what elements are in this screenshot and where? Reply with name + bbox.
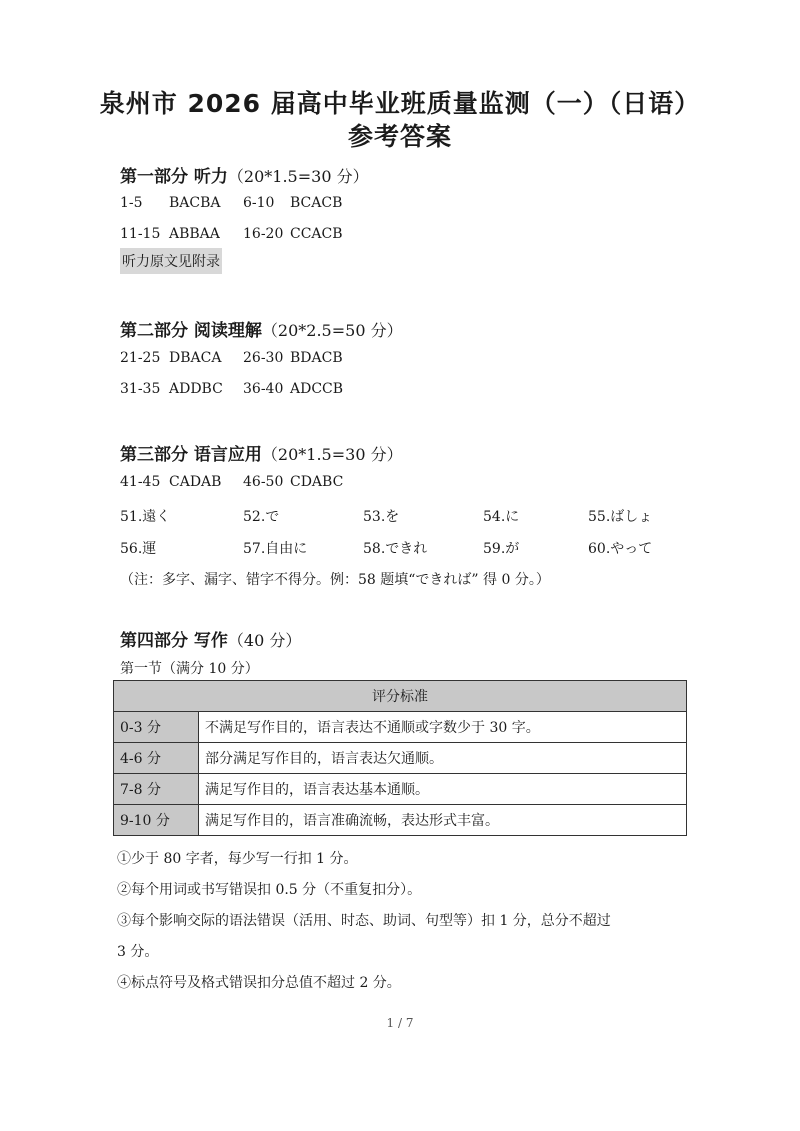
part3-answer: CADAB bbox=[169, 474, 222, 490]
fill-in-answer: 57.自由に bbox=[243, 541, 308, 557]
fill-in-answer: 58.できれ bbox=[363, 541, 428, 557]
score-range: 0-3 分 bbox=[114, 712, 199, 743]
part2-heading-text: 第二部分 阅读理解 bbox=[120, 321, 262, 341]
part3-score: （20*1.5=30 分） bbox=[261, 445, 403, 464]
part1-heading-text: 第一部分 听力 bbox=[120, 167, 228, 187]
deduction-rule: ②每个用词或书写错误扣 0.5 分（不重复扣分）。 bbox=[117, 882, 422, 898]
part1-score: （20*1.5=30 分） bbox=[227, 167, 369, 186]
table-row bbox=[114, 743, 687, 774]
part3-answer-range: 46-50 bbox=[243, 474, 284, 490]
part3-answer-range: 41-45 bbox=[120, 474, 161, 490]
part1-answer: BCACB bbox=[290, 195, 343, 211]
part1-answer: ABBAA bbox=[169, 226, 220, 242]
page-number: 1 / 7 bbox=[386, 1016, 414, 1030]
fill-in-answer: 60.やって bbox=[588, 541, 653, 557]
fill-in-answer: 56.運 bbox=[120, 541, 157, 557]
part1-answer-range: 1-5 bbox=[120, 195, 143, 211]
section1-label: 第一节（满分 10 分） bbox=[120, 661, 259, 677]
criteria: 不满足写作目的，语言表达不通顺或字数少于 30 字。 bbox=[199, 712, 687, 743]
deduction-rule: ④标点符号及格式错误扣分总值不超过 2 分。 bbox=[117, 975, 401, 991]
part3-heading-text: 第三部分 语言应用 bbox=[120, 445, 262, 465]
part3-answer: CDABC bbox=[290, 474, 344, 490]
part4-heading bbox=[120, 626, 301, 651]
table-header: 评分标准 bbox=[114, 681, 687, 712]
part1-heading bbox=[120, 162, 369, 187]
part2-answer-range: 26-30 bbox=[243, 350, 284, 366]
table-row bbox=[114, 805, 687, 836]
document-title: 泉州市 2026 届高中毕业班质量监测（一）（日语） bbox=[99, 89, 701, 118]
part1-answer: CCACB bbox=[290, 226, 343, 242]
score-range: 9-10 分 bbox=[114, 805, 199, 836]
deduction-rule: ③每个影响交际的语法错误（活用、时态、助词、句型等）扣 1 分，总分不超过 bbox=[117, 913, 611, 929]
scoring-rubric-table bbox=[113, 680, 687, 836]
part2-score: （20*2.5=50 分） bbox=[261, 321, 403, 340]
listening-script-note: 听力原文见附录 bbox=[120, 248, 222, 274]
part2-answer: BDACB bbox=[290, 350, 343, 366]
part2-answer: ADDBC bbox=[169, 381, 223, 397]
fill-in-answer: 51.遠く bbox=[120, 509, 171, 525]
part1-answer-range: 11-15 bbox=[120, 226, 161, 242]
fill-in-answer: 52.で bbox=[243, 509, 280, 525]
table-header-row bbox=[114, 681, 687, 712]
table-row bbox=[114, 774, 687, 805]
score-range: 7-8 分 bbox=[114, 774, 199, 805]
fill-in-answer: 59.が bbox=[483, 541, 520, 557]
part3-heading bbox=[120, 440, 403, 465]
fill-in-answer: 54.に bbox=[483, 509, 520, 525]
part2-answer-range: 31-35 bbox=[120, 381, 161, 397]
part2-answer-range: 36-40 bbox=[243, 381, 284, 397]
criteria: 满足写作目的，语言准确流畅，表达形式丰富。 bbox=[199, 805, 687, 836]
deduction-rule-continued: 3 分。 bbox=[117, 944, 159, 960]
criteria: 满足写作目的，语言表达基本通顺。 bbox=[199, 774, 687, 805]
part2-answer: DBACA bbox=[169, 350, 222, 366]
part2-answer-range: 21-25 bbox=[120, 350, 161, 366]
part2-answer: ADCCB bbox=[290, 381, 344, 397]
fill-in-answer: 53.を bbox=[363, 509, 400, 525]
part1-answer: BACBA bbox=[169, 195, 221, 211]
fill-in-answer: 55.ばしょ bbox=[588, 509, 653, 525]
document-subtitle: 参考答案 bbox=[347, 122, 452, 151]
criteria: 部分满足写作目的，语言表达欠通顺。 bbox=[199, 743, 687, 774]
score-range: 4-6 分 bbox=[114, 743, 199, 774]
part1-answer-range: 6-10 bbox=[243, 195, 275, 211]
part4-score: （40 分） bbox=[227, 631, 302, 650]
part1-answer-range: 16-20 bbox=[243, 226, 284, 242]
table-row bbox=[114, 712, 687, 743]
part3-note: （注：多字、漏字、错字不得分。例：58 题填“できれば” 得 0 分。） bbox=[120, 572, 550, 588]
part2-heading bbox=[120, 316, 403, 341]
part4-heading-text: 第四部分 写作 bbox=[120, 631, 228, 651]
deduction-rule: ①少于 80 字者，每少写一行扣 1 分。 bbox=[117, 851, 358, 867]
